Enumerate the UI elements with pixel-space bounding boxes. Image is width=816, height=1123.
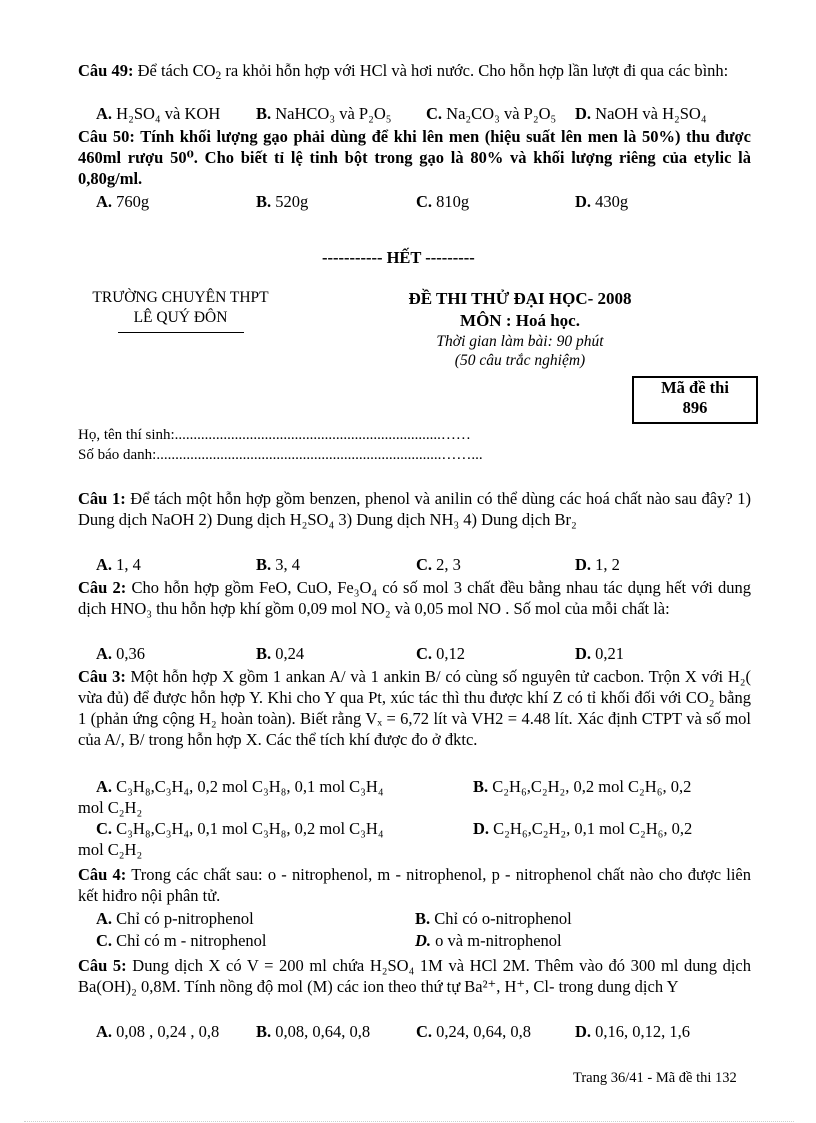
- question-text: Dung dịch X có V = 200 ml chứa H₂SO₄ 1M và HCl 2M. Thêm vào đó 300 ml dung dịch Ba(OH)₂ 0,8M. Tính nồng độ mol (M) các ion theo thứ tự Ba²⁺, H⁺, Cl- trong dung dịch Y: [78, 956, 751, 996]
- question-label: Câu 2:: [78, 578, 127, 597]
- option-c-label: C.: [426, 104, 443, 123]
- option-a-label: A.: [96, 555, 113, 574]
- option-b: Chỉ có o-nitrophenol: [430, 909, 572, 928]
- divider: [118, 332, 244, 333]
- option-b-label: B.: [256, 555, 272, 574]
- option-c: 0,24, 0,64, 0,8: [432, 1022, 532, 1041]
- candidate-number-line: Số báo danh:............................................................................……...: [78, 447, 483, 463]
- option-b-label: B.: [256, 1022, 272, 1041]
- option-d-label: D.: [575, 644, 592, 663]
- option-b: NaHCO₃ và P₂O₅: [271, 104, 392, 123]
- option-a: 0,08 , 0,24 , 0,8: [112, 1022, 220, 1041]
- answer-row: [96, 776, 756, 797]
- option-d: 0,21: [591, 644, 625, 663]
- answer-row: [96, 908, 756, 929]
- answer-row: [96, 818, 756, 839]
- exam-code-box: [632, 376, 758, 424]
- option-c-label: C.: [416, 1022, 433, 1041]
- option-b: 3, 4: [271, 555, 301, 574]
- option-b-label: B.: [415, 909, 431, 928]
- option-b: 0,24: [271, 644, 305, 663]
- question-2: [78, 577, 751, 619]
- question-label: Câu 4:: [78, 865, 127, 884]
- option-d: o và m-nitrophenol: [431, 931, 562, 950]
- answer-row: [96, 1021, 756, 1042]
- option-c: C₃H₈,C₃H₄, 0,1 mol C₃H₈, 0,2 mol C₃H₄: [112, 819, 384, 838]
- question-text: Một hỗn hợp X gồm 1 ankan A/ và 1 ankin B/ có cùng số nguyên tử cacbon. Trộn X với H₂( vừa đủ) để được hỗn hợp Y. Khi cho Y qua Pt, xúc tác thì thu được khí Z có tỉ khối đối với CO₂ bằng 1 (phản ứng cộng H₂ hoàn toàn). Biết rằng Vₓ = 6,72 lít và VH2 = 4.48 lít. Xác định CTPT và số mol của A/, B/ trong hỗn hợp X. Các thể tích khí được đo ở đktc.: [78, 667, 752, 749]
- question-50: [78, 126, 751, 189]
- question-text: Để tách một hỗn hợp gồm benzen, phenol và anilin có thể dùng các hoá chất nào sau đây? 1) Dung dịch NaOH 2) Dung dịch H₂SO₄ 3) Dung dịch NH₃ 4) Dung dịch Br₂: [78, 489, 751, 529]
- option-d: NaOH và H₂SO₄: [591, 104, 707, 123]
- candidate-name-line: Họ, tên thí sinh:.......................................................................……: [78, 427, 471, 443]
- answer-row: [96, 554, 756, 575]
- option-b-label: B.: [256, 644, 272, 663]
- option-d-label: D.: [575, 104, 592, 123]
- option-a: Chỉ có p-nitrophenol: [112, 909, 254, 928]
- subscript: 2: [215, 70, 222, 82]
- option-a: 0,36: [112, 644, 146, 663]
- answer-row: [96, 191, 756, 212]
- exam-count: (50 câu trắc nghiệm): [454, 352, 586, 369]
- option-b: 520g: [271, 192, 309, 211]
- page-bottom-divider: [24, 1121, 794, 1122]
- exam-time: Thời gian làm bài: 90 phút: [436, 333, 604, 350]
- option-c-label: C.: [416, 192, 433, 211]
- question-3: [78, 666, 751, 750]
- answer-row-cont: [78, 839, 738, 860]
- option-d-cont: mol C₂H₂: [78, 840, 143, 859]
- option-a-label: A.: [96, 644, 113, 663]
- option-a: H₂SO₄ và KOH: [112, 104, 221, 123]
- option-d: C₂H₆,C₂H₂, 0,1 mol C₂H₆, 0,2: [489, 819, 693, 838]
- option-b: 0,08, 0,64, 0,8: [271, 1022, 371, 1041]
- option-d-label: D.: [575, 192, 592, 211]
- question-text: Trong các chất sau: o - nitrophenol, m - nitrophenol, p - nitrophenol chất nào cho được liên kết hiđro nội phân tử.: [78, 865, 751, 905]
- school-name-line2: LÊ QUÝ ĐÔN: [133, 309, 228, 326]
- option-b-cont: mol C₂H₂: [78, 798, 143, 817]
- option-a-label: A.: [96, 104, 113, 123]
- option-c: Na₂CO₃ và P₂O₅: [442, 104, 557, 123]
- question-text: Để tách CO: [133, 61, 216, 80]
- question-1: [78, 488, 751, 530]
- option-d: 0,16, 0,12, 1,6: [591, 1022, 691, 1041]
- option-b: C₂H₆,C₂H₂, 0,2 mol C₂H₆, 0,2: [488, 777, 692, 796]
- option-b-label: B.: [256, 104, 272, 123]
- option-b-label: B.: [473, 777, 489, 796]
- question-4: [78, 864, 751, 906]
- option-c: 0,12: [432, 644, 466, 663]
- school-name: TRƯỜNG CHUYÊN THPT: [92, 289, 269, 306]
- exam-subject: MÔN : Hoá học.: [460, 311, 580, 330]
- end-marker: ----------- HẾT ---------: [322, 248, 475, 267]
- option-d-label: D.: [415, 931, 432, 950]
- option-a-label: A.: [96, 777, 113, 796]
- option-d: 430g: [591, 192, 629, 211]
- question-label: Câu 1:: [78, 489, 126, 508]
- option-d-label: D.: [575, 555, 592, 574]
- option-a-label: A.: [96, 1022, 113, 1041]
- option-a-label: A.: [96, 909, 113, 928]
- answer-row: [96, 643, 756, 664]
- question-text: Cho hỗn hợp gồm FeO, CuO, Fe₃O₄ có số mol 3 chất đều bằng nhau tác dụng hết với dung dịch HNO₃ thu hỗn hợp khí gồm 0,09 mol NO₂ và 0,05 mol NO . Số mol của mỗi chất là:: [78, 578, 752, 618]
- question-label: Câu 3:: [78, 667, 126, 686]
- option-a: 760g: [112, 192, 150, 211]
- question-label: Câu 5:: [78, 956, 127, 975]
- option-b-label: B.: [256, 192, 272, 211]
- option-a: 1, 4: [112, 555, 141, 574]
- option-c-label: C.: [416, 644, 433, 663]
- page-footer: Trang 36/41 - Mã đề thi 132: [573, 1070, 737, 1086]
- option-a-label: A.: [96, 192, 113, 211]
- option-d-label: D.: [473, 819, 490, 838]
- option-c-label: C.: [96, 931, 113, 950]
- option-c: 2, 3: [432, 555, 461, 574]
- exam-code-value: 896: [682, 398, 708, 417]
- answer-row: [96, 930, 756, 951]
- option-a: C₃H₈,C₃H₄, 0,2 mol C₃H₈, 0,1 mol C₃H₄: [112, 777, 384, 796]
- school-header: [78, 288, 283, 333]
- question-label: Câu 49:: [78, 61, 134, 80]
- exam-header: [380, 288, 660, 370]
- question-text-cont: ra khỏi hỗn hợp với HCl và hơi nước. Cho hỗn hợp lần lượt đi qua các bình:: [221, 61, 729, 80]
- exam-title: ĐỀ THI THỬ ĐẠI HỌC- 2008: [408, 289, 632, 308]
- question-text: Câu 50: Tính khối lượng gạo phải dùng để khi lên men (hiệu suất lên men là 50%) thu được 460ml rượu 50⁰. Cho biết tỉ lệ tinh bột trong gạo là 80% và khối lượng riêng của etylic là 0,80g/ml.: [78, 127, 751, 188]
- option-d-label: D.: [575, 1022, 592, 1041]
- question-49: [78, 60, 751, 81]
- option-c-label: C.: [96, 819, 113, 838]
- option-d: 1, 2: [591, 555, 620, 574]
- exam-code-label: Mã đề thi: [661, 378, 729, 397]
- question-5: [78, 955, 751, 997]
- answer-row: [96, 103, 756, 124]
- answer-row-cont: [78, 797, 738, 818]
- option-c-label: C.: [416, 555, 433, 574]
- option-c: 810g: [432, 192, 470, 211]
- option-c: Chỉ có m - nitrophenol: [112, 931, 267, 950]
